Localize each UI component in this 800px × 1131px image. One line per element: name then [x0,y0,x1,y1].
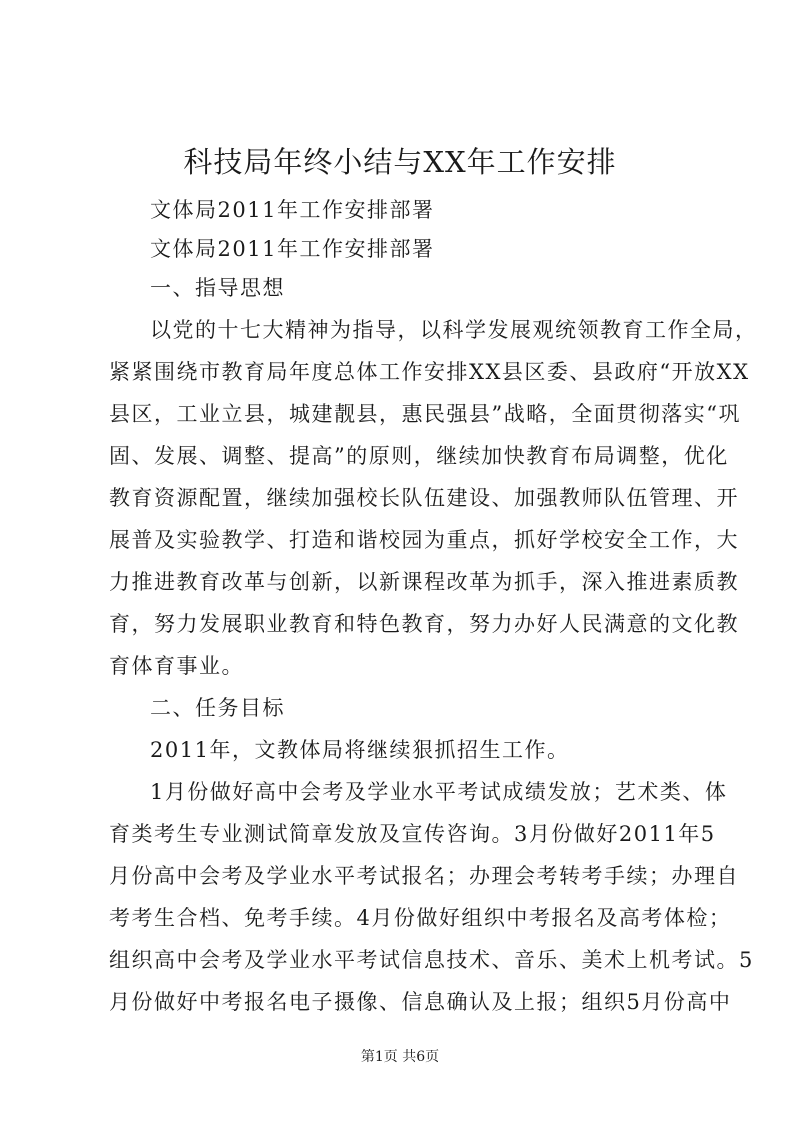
body-line: 育类考生专业测试简章发放及宣传咨询。3月份做好2011年5 [109,822,716,846]
section-heading: 二、任务目标 [150,696,285,720]
body-line: 月份做好中考报名电子摄像、信息确认及上报；组织5月份高中 [109,990,732,1014]
body-line: 文体局2011年工作安排部署 [150,198,435,222]
body-line: 文体局2011年工作安排部署 [150,237,435,261]
body-line: 县区，工业立县，城建靓县，惠民强县”战略，全面贯彻落实“巩 [109,402,741,426]
body-line: 固、发展、调整、提高”的原则，继续加快教育布局调整，优化 [109,444,729,468]
body-line: 考考生合档、免考手续。4月份做好组织中考报名及高考体检； [109,906,732,930]
body-line: 育，努力发展职业教育和特色教育，努力办好人民满意的文化教 [109,612,739,636]
body-line: 以党的十七大精神为指导，以科学发展观统领教育工作全局， [150,318,758,342]
body-line: 1月份做好高中会考及学业水平考试成绩发放；艺术类、体 [150,780,728,804]
body-line: 教育资源配置，继续加强校长队伍建设、加强教师队伍管理、开 [109,486,739,510]
document-title: 科技局年终小结与XX年工作安排 [183,145,617,179]
body-line: 力推进教育改革与创新，以新课程改革为抓手，深入推进素质教 [109,570,739,594]
body-line: 组织高中会考及学业水平考试信息技术、音乐、美术上机考试。5 [109,948,754,972]
body-line: 紧紧围绕市教育局年度总体工作安排XX县区委、县政府“开放XX [109,360,750,384]
body-line: 2011年，文教体局将继续狠抓招生工作。 [150,738,570,762]
page-footer: 第1页 共6页 [360,1049,440,1065]
body-line: 月份高中会考及学业水平考试报名；办理会考转考手续；办理自 [109,864,739,888]
section-heading: 一、指导思想 [150,276,285,300]
body-line: 展普及实验教学、打造和谐校园为重点，抓好学校安全工作，大 [109,528,739,552]
body-line: 育体育事业。 [109,654,244,678]
